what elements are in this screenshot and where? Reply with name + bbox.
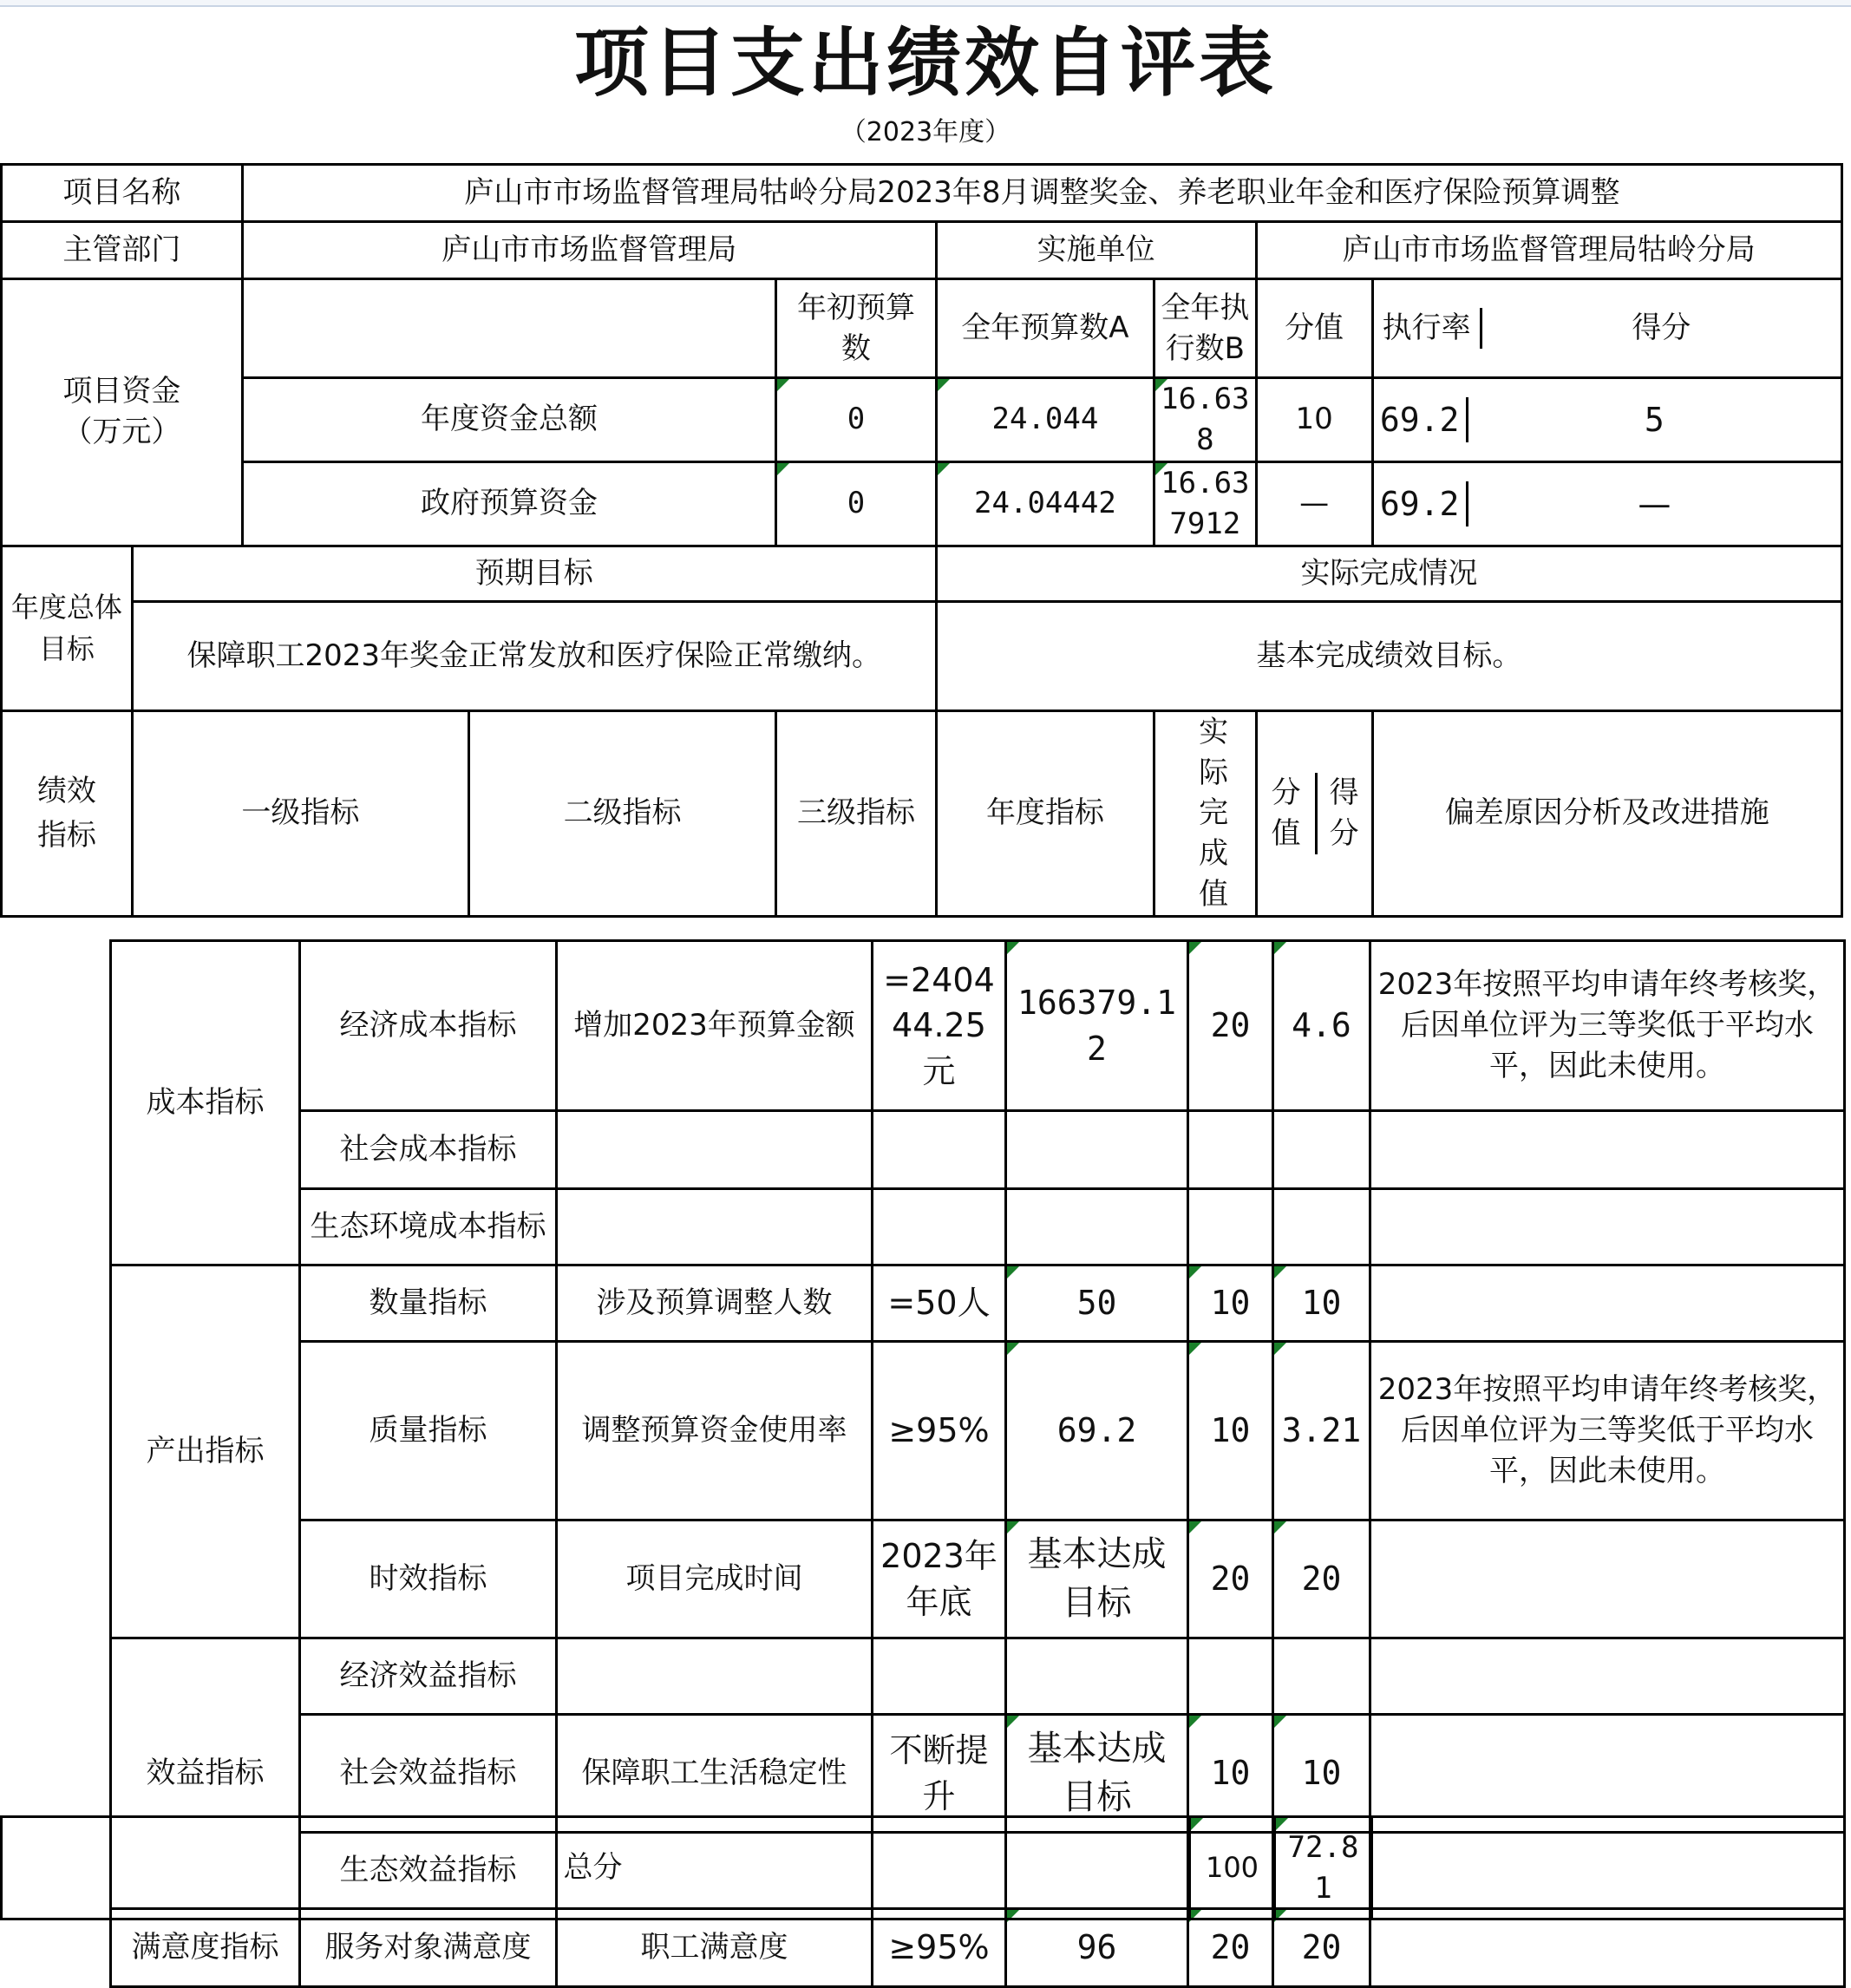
selection-edge xyxy=(1843,1340,1846,1470)
funds-score[interactable]: — xyxy=(1638,484,1671,523)
header-analysis: 偏差原因分析及改进措施 xyxy=(1372,710,1841,917)
total-analysis xyxy=(1372,1817,1845,1919)
indicator-weight[interactable] xyxy=(1188,1111,1273,1189)
indicator-weight[interactable]: 10 xyxy=(1188,1715,1273,1833)
funds-rate[interactable]: 69.2 xyxy=(1374,481,1468,526)
page-title: 项目支出绩效自评表 xyxy=(574,19,1277,107)
indicator-annual[interactable]: ≥95% xyxy=(873,1909,1006,1987)
indicator-annual[interactable]: ≥95% xyxy=(873,1342,1006,1520)
indicator-level2: 社会效益指标 xyxy=(300,1715,557,1833)
indicator-actual[interactable]: 基本达成目标 xyxy=(1006,1520,1188,1638)
funds-row-gov xyxy=(2,461,1842,546)
indicator-annual[interactable]: =240444.25元 xyxy=(873,941,1006,1111)
indicator-level3[interactable]: 增加2023年预算金额 xyxy=(557,941,873,1111)
indicator-weight[interactable]: 20 xyxy=(1188,1520,1273,1638)
funds-rate[interactable]: 69.2 xyxy=(1374,397,1468,442)
goals-content-row xyxy=(2,601,1842,710)
total-label: 总分 xyxy=(2,1817,1190,1919)
indicator-analysis[interactable]: 2023年按照平均申请年终考核奖，后因单位评为三等奖低于平均水平，因此未使用。 xyxy=(1370,1342,1845,1520)
funds-weight[interactable]: 10 xyxy=(1256,378,1372,462)
project-name-value[interactable]: 庐山市市场监督管理局牯岭分局2023年8月调整奖金、养老职业年金和医疗保险预算调整 xyxy=(242,165,1841,222)
total-table xyxy=(0,1815,1846,1920)
indicator-weight[interactable]: 20 xyxy=(1188,1909,1273,1987)
indicator-row xyxy=(111,1638,1845,1715)
indicator-score[interactable]: 20 xyxy=(1273,1520,1370,1638)
indicator-score[interactable] xyxy=(1273,1189,1370,1265)
goals-actual-header: 实际完成情况 xyxy=(936,546,1841,601)
header-initial-budget: 年初预算数 xyxy=(776,279,936,378)
indicator-score[interactable]: 10 xyxy=(1273,1265,1370,1342)
indicator-actual[interactable] xyxy=(1006,1189,1188,1265)
indicator-group-benefit: 效益指标 xyxy=(111,1638,300,1909)
header-rate-score xyxy=(1372,279,1841,378)
spreadsheet-top-gridline xyxy=(0,0,1851,7)
goals-expected-header: 预期目标 xyxy=(132,546,936,601)
funds-executed[interactable]: 16.637912 xyxy=(1154,461,1256,546)
header-executed: 全年执行数B xyxy=(1154,279,1256,378)
indicator-level2: 经济效益指标 xyxy=(300,1638,557,1715)
indicator-annual[interactable] xyxy=(873,1189,1006,1265)
indicator-actual[interactable]: 50 xyxy=(1006,1265,1188,1342)
indicator-score[interactable]: 4.6 xyxy=(1273,941,1370,1111)
header-annual: 年度指标 xyxy=(936,710,1154,917)
indicator-actual[interactable]: 96 xyxy=(1006,1909,1188,1987)
indicator-actual[interactable]: 166379.12 xyxy=(1006,941,1188,1111)
header-weight-score xyxy=(1256,710,1372,917)
header-annual-budget: 全年预算数A xyxy=(936,279,1154,378)
funds-label: 项目资金 （万元） xyxy=(2,279,243,546)
total-row xyxy=(2,1817,1845,1919)
funds-row-label: 政府预算资金 xyxy=(242,461,776,546)
indicators-section-label: 绩效指标 xyxy=(2,710,133,917)
indicator-actual[interactable] xyxy=(1006,1111,1188,1189)
indicator-group-output: 产出指标 xyxy=(111,1265,300,1638)
funds-annual[interactable]: 24.04442 xyxy=(936,461,1154,546)
funds-score[interactable]: 5 xyxy=(1644,400,1665,439)
header-score: 得分 xyxy=(1632,311,1691,346)
header-ind-weight: 分值 xyxy=(1258,773,1318,854)
funds-weight[interactable]: — xyxy=(1256,461,1372,546)
indicator-level3[interactable]: 项目完成时间 xyxy=(557,1520,873,1638)
indicator-score[interactable]: 10 xyxy=(1273,1715,1370,1833)
indicator-level3[interactable]: 职工满意度 xyxy=(557,1909,873,1987)
indicator-analysis[interactable] xyxy=(1370,1189,1845,1265)
funds-initial[interactable]: 0 xyxy=(776,378,936,462)
header-level2: 二级指标 xyxy=(468,710,775,917)
indicator-row xyxy=(111,941,1845,1111)
department-row xyxy=(2,222,1842,279)
indicator-weight[interactable] xyxy=(1188,1189,1273,1265)
indicator-row xyxy=(111,1909,1845,1987)
indicator-score[interactable] xyxy=(1273,1638,1370,1715)
indicator-annual[interactable] xyxy=(873,1111,1006,1189)
indicator-level2: 生态环境成本指标 xyxy=(300,1189,557,1265)
indicator-analysis[interactable]: 2023年按照平均申请年终考核奖，后因单位评为三等奖低于平均水平，因此未使用。 xyxy=(1370,941,1845,1111)
indicator-level2: 服务对象满意度 xyxy=(300,1909,557,1987)
indicator-level3[interactable]: 保障职工生活稳定性 xyxy=(557,1715,873,1833)
header-level3-cell: 三级指标 xyxy=(776,710,936,917)
indicator-level2: 时效指标 xyxy=(300,1520,557,1638)
funds-row-label: 年度资金总额 xyxy=(242,378,776,462)
funds-initial[interactable]: 0 xyxy=(776,461,936,546)
goals-expected-text[interactable]: 保障职工2023年奖金正常发放和医疗保险正常缴纳。 xyxy=(132,601,936,710)
indicator-level3[interactable]: 涉及预算调整人数 xyxy=(557,1265,873,1342)
indicator-score[interactable]: 20 xyxy=(1273,1909,1370,1987)
goals-header-row xyxy=(2,546,1842,601)
indicator-analysis[interactable] xyxy=(1370,1638,1845,1715)
funds-row-total xyxy=(2,378,1842,462)
indicator-level3[interactable] xyxy=(557,1189,873,1265)
funds-header-blank xyxy=(242,279,776,378)
header-actual: 实际完成值 xyxy=(1154,710,1256,917)
dept-value[interactable]: 庐山市市场监督管理局 xyxy=(242,222,936,279)
dept-label: 主管部门 xyxy=(2,222,243,279)
self-evaluation-table xyxy=(0,163,1843,918)
indicator-row xyxy=(111,1189,1845,1265)
indicator-annual[interactable]: 不断提升 xyxy=(873,1715,1006,1833)
indicator-weight[interactable]: 10 xyxy=(1188,1265,1273,1342)
indicator-level3[interactable]: 调整预算资金使用率 xyxy=(557,1342,873,1520)
goals-label: 年度总体目标 xyxy=(2,546,133,710)
funds-annual[interactable]: 24.044 xyxy=(936,378,1154,462)
funds-rate-score xyxy=(1372,461,1841,546)
indicator-analysis[interactable] xyxy=(1370,1265,1845,1342)
indicator-level2: 生态效益指标 xyxy=(300,1833,557,1909)
indicator-row xyxy=(111,1342,1845,1520)
indicator-score[interactable]: 3.21 xyxy=(1273,1342,1370,1520)
total-weight[interactable]: 100 xyxy=(1190,1817,1275,1919)
impl-label: 实施单位 xyxy=(936,222,1256,279)
header-ind-score: 得分 xyxy=(1329,775,1359,851)
indicator-actual[interactable]: 69.2 xyxy=(1006,1342,1188,1520)
funds-header-row xyxy=(2,279,1842,378)
project-name-row xyxy=(2,165,1842,222)
indicator-level2: 社会成本指标 xyxy=(300,1111,557,1189)
indicator-weight[interactable]: 20 xyxy=(1188,941,1273,1111)
total-score[interactable]: 72.81 xyxy=(1275,1817,1372,1919)
project-name-label: 项目名称 xyxy=(2,165,243,222)
indicator-score[interactable] xyxy=(1273,1111,1370,1189)
funds-executed[interactable]: 16.638 xyxy=(1154,378,1256,462)
indicator-analysis[interactable] xyxy=(1370,1111,1845,1189)
indicator-actual[interactable] xyxy=(1006,1638,1188,1715)
indicator-level2: 经济成本指标 xyxy=(300,941,557,1111)
header-weight: 分值 xyxy=(1256,279,1372,378)
indicator-row xyxy=(111,1520,1845,1638)
indicator-level3[interactable] xyxy=(557,1111,873,1189)
indicator-annual[interactable]: 2023年年底 xyxy=(873,1520,1006,1638)
impl-value[interactable]: 庐山市市场监督管理局牯岭分局 xyxy=(1256,222,1841,279)
indicator-actual[interactable]: 基本达成目标 xyxy=(1006,1715,1188,1833)
indicator-group-satisfaction: 满意度指标 xyxy=(111,1909,300,1987)
indicator-level2: 质量指标 xyxy=(300,1342,557,1520)
indicator-weight[interactable] xyxy=(1188,1638,1273,1715)
indicators-header-row xyxy=(2,710,1842,917)
indicator-level3[interactable] xyxy=(557,1638,873,1715)
indicator-group-cost: 成本指标 xyxy=(111,941,300,1265)
indicator-row xyxy=(111,1265,1845,1342)
indicator-level2: 数量指标 xyxy=(300,1265,557,1342)
funds-rate-score xyxy=(1372,378,1841,462)
header-execution-rate: 执行率 xyxy=(1374,308,1482,349)
indicator-analysis[interactable] xyxy=(1370,1520,1845,1638)
indicator-annual[interactable]: =50人 xyxy=(873,1265,1006,1342)
indicator-weight[interactable]: 10 xyxy=(1188,1342,1273,1520)
header-level1: 一级指标 xyxy=(132,710,468,917)
indicator-analysis[interactable] xyxy=(1370,1909,1845,1987)
indicator-row xyxy=(111,1111,1845,1189)
indicator-annual[interactable] xyxy=(873,1638,1006,1715)
page-subtitle: （2023年度） xyxy=(840,117,1011,147)
goals-actual-text[interactable]: 基本完成绩效目标。 xyxy=(936,601,1841,710)
